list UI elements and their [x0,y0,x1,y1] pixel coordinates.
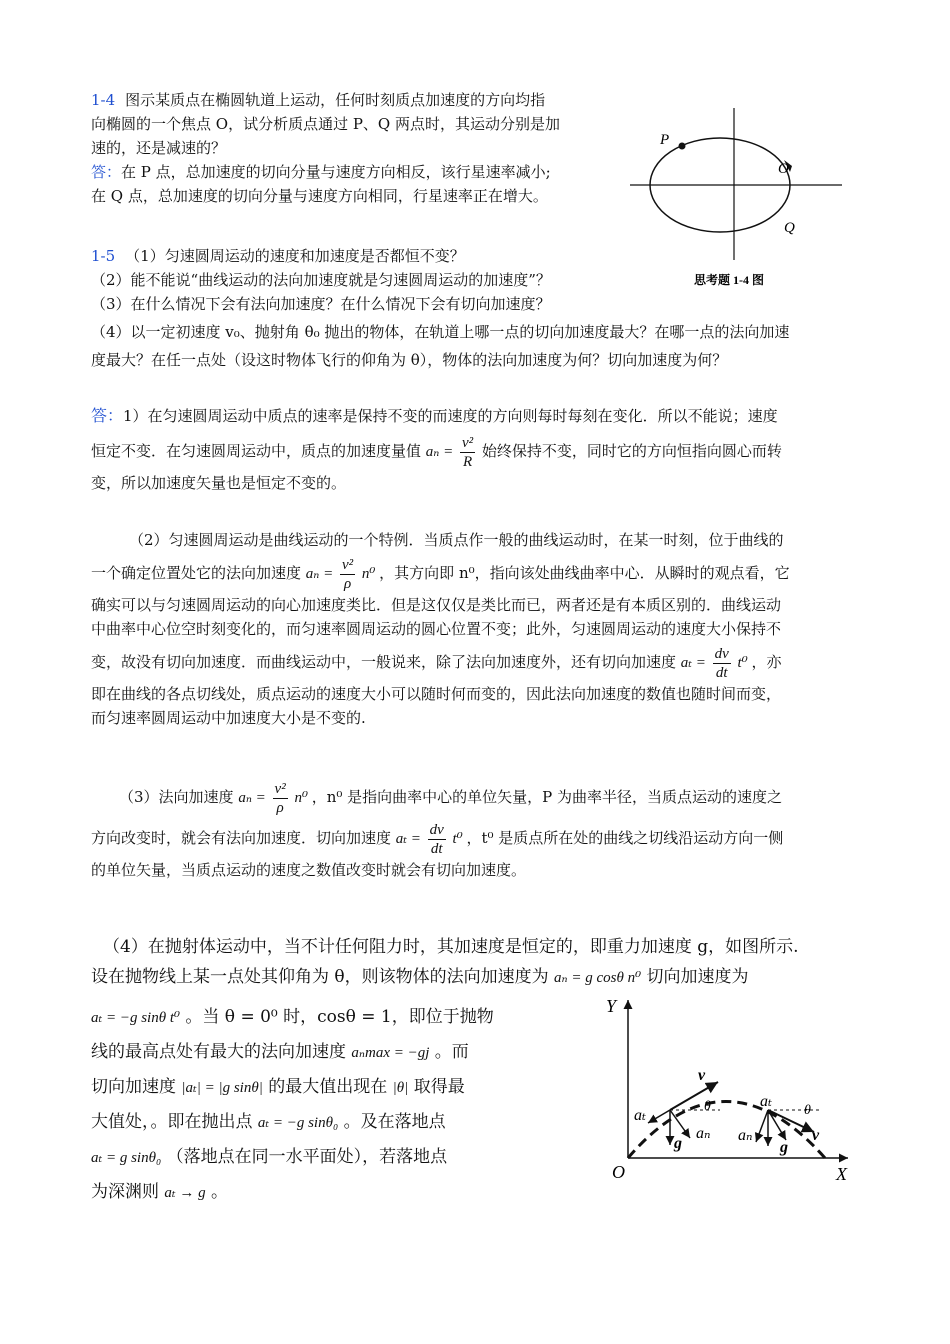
formula-denominator: ρ [343,576,352,592]
answer-text-line: 的最大值出现在 [268,1077,388,1097]
question-number: 1-4 [91,91,116,109]
formula-lhs: aₜ = [680,654,706,671]
formula-lhs: aₙ = [238,789,266,806]
question-1-4 [91,88,611,208]
label-y: Y [606,996,617,1016]
question-text-line: （3）在什么情况下会有法向加速度？在什么情况下会有切向加速度？ [91,295,551,313]
formula-lhs: aₙ = [425,443,454,460]
question-text-line: （2）能不能说“曲线运动的法向加速度就是匀速圆周运动的加速度”？ [91,271,551,289]
question-text-line: 图示某质点在椭圆轨道上运动，任何时刻质点加速度的方向均指 [125,91,546,109]
formula-tail: t⁰ [737,654,748,671]
normal-accel-vector-2 [756,1110,768,1142]
label-at1: aₜ [634,1107,646,1124]
formula-tangent-accel [680,646,752,681]
label-theta1: θ [704,1099,711,1114]
formula-normal-accel [305,557,379,592]
formula-tail: n⁰ [294,789,308,806]
answer-label: 答： [91,163,122,181]
formula-denominator: R [462,454,473,470]
formula-numerator: v² [274,781,286,797]
label-origin: O [612,1162,625,1182]
label-g2: g [780,1139,788,1156]
question-text-line: （1）匀速圆周运动的速度和加速度是否都恒不变？ [125,247,465,265]
answer-text-line: 即在曲线的各点切线处，质点运动的速度大小可以随时何而变的，因此法向加速度的数值也随时间而变， [91,685,782,703]
answer-text-line: （落地点在同一水平面处），若落地点 [166,1147,448,1167]
formula-tail: n⁰ [361,565,376,582]
answer-text-line: ，n⁰ 是指向曲率中心的单位矢量，P 为曲率半径，当质点运动的速度之 [311,787,783,806]
formula-inline: aₜ = g sinθ₀ [91,1150,162,1166]
label-g1: g [674,1135,682,1152]
answer-text-line: 。及在落地点 [343,1112,446,1132]
answer-text-line: 在 P 点，总加速度的切向分量与速度方向相反，该行星速率减小; [121,163,551,181]
formula-inline: aₙ = g cosθ n⁰ [554,970,642,986]
answer-text-line: ，亦 [751,652,782,671]
label-at2: aₜ [760,1093,772,1110]
answer-text-line: 为深渊则 [91,1182,159,1202]
answer-label: 答： [91,406,124,425]
answer-text-line: 线的最高点处有最大的法向加速度 [91,1042,346,1062]
answer-text-line: 一个确定位置处它的法向加速度 [91,563,302,582]
formula-inline: |θ| [392,1080,409,1096]
formula-inline: aₜ → g [164,1185,206,1201]
label-q: Q [784,220,795,236]
answer-text-line: （2）匀速圆周运动是曲线运动的一个特例．当质点作一般的曲线运动时，在某一时刻，位于曲线的 [129,531,784,549]
formula-numerator: v² [342,557,354,573]
answer-text-line: 方向改变时，就会有法向加速度．切向加速度 [91,828,392,847]
answer-text-line: 切向加速度为 [646,967,749,987]
answer-text-line: 。而 [434,1042,469,1062]
answer-text-line: 在 Q 点，总加速度的切向分量与速度方向相同，行星速率正在增大。 [91,187,548,205]
answer-text-line: 确实可以与匀速圆周运动的向心加速度类比．但是这仅仅是类比而已，两者还是有本质区别的．曲线运动 [91,596,782,614]
answer-text-line: （3）法向加速度 [119,787,234,806]
answer-part-1 [91,404,871,495]
formula-tangent-accel [395,822,467,857]
question-number: 1-5 [91,247,116,265]
formula-numerator: v² [462,435,474,451]
answer-text-line: 的单位矢量，当质点运动的速度之数值改变时就会有切向加速度。 [91,861,527,879]
formula-lhs: aₜ = [395,830,421,847]
formula-inline: aₜ = −g sinθ t⁰ [91,1010,180,1026]
answer-text-line: 设在抛物线上某一点处其仰角为 θ，则该物体的法向加速度为 [91,967,549,987]
question-text-line: 速的，还是减速的？ [91,139,227,157]
label-x: X [836,1164,847,1184]
formula-numerator: dv [429,822,444,838]
point-p-marker [679,143,686,150]
formula-numerator: dv [714,646,729,662]
label-v1: v [698,1067,706,1084]
formula-an-v2-over-r [425,435,482,470]
formula-inline: |aₜ| = |g sinθ| [181,1080,263,1096]
projectile-figure [600,990,870,1190]
question-text-line: 度最大？在任一点处（设这时物体飞行的仰角为 θ），物体的法向加速度为何？切向加速度为何？ [91,351,728,369]
answer-text-line: 。当 θ = 0⁰ 时，cosθ = 1，即位于抛物 [185,1007,494,1027]
label-an1: aₙ [696,1125,711,1142]
answer-text-line: 而匀速率圆周运动中加速度大小是不变的. [91,709,366,727]
formula-denominator: dt [430,841,443,857]
answer-part-2 [91,528,871,730]
answer-text-line: ，其方向即 n⁰，指向该处曲线曲率中心．从瞬时的观点看，它 [379,563,790,582]
formula-inline: aₙmax = −gj [351,1045,430,1061]
answer-part-4-left-column [91,1002,531,1208]
formula-tail: t⁰ [452,830,463,847]
formula-normal-accel [238,781,311,816]
answer-text-line: ，t⁰ 是质点所在处的曲线之切线沿运动方向一侧 [466,828,784,847]
answer-text-line: 恒定不变．在匀速圆周运动中，质点的加速度量值 [91,441,422,460]
answer-part-3 [91,780,871,882]
answer-text-line: 。 [211,1182,229,1202]
label-o: O [778,161,789,177]
answer-text-line: 变，所以加速度矢量也是恒定不变的。 [91,474,347,492]
answer-text-line: 切向加速度 [91,1077,176,1097]
figure-caption: 思考题 1-4 图 [694,273,764,287]
label-an2: aₙ [738,1127,753,1144]
formula-inline: aₜ = −g sinθ₀ [257,1115,339,1131]
answer-part-4 [91,932,881,993]
answer-text-line: 始终保持不变，同时它的方向恒指向圆心而转 [481,441,782,460]
answer-text-line: 中曲率中心位空时刻变化的，而匀速率圆周运动的圆心位置不变；此外，匀速圆周运动的速度大小保持不 [91,620,782,638]
answer-text-line: （4）在抛射体运动中，当不计任何阻力时，其加速度是恒定的，即重力加速度 g，如图所示. [103,937,799,957]
trajectory-curve [628,1102,825,1159]
label-v2: v [812,1127,820,1144]
formula-denominator: ρ [276,800,284,816]
formula-denominator: dt [715,665,728,681]
answer-text-line: 大值处，。即在抛出点 [91,1112,253,1132]
label-p: P [660,132,670,148]
label-theta2: θ [804,1103,811,1118]
answer-text-line: 1）在匀速圆周运动中质点的速率是保持不变的而速度的方向则每时每刻在变化．所以不能说；速度 [123,407,778,425]
answer-text-line: 变，故没有切向加速度．而曲线运动中，一般说来，除了法向加速度外，还有切向加速度 [91,652,677,671]
answer-text-line: 取得最 [413,1077,465,1097]
question-text-line: （4）以一定初速度 v₀、抛射角 θ₀ 抛出的物体，在轨道上哪一点的切向加速度最大？在哪一点的法向加速 [91,323,790,341]
formula-lhs: aₙ = [305,565,334,582]
question-1-5 [91,244,871,372]
question-text-line: 向椭圆的一个焦点 O，试分析质点通过 P、Q 两点时，其运动分别是加 [91,115,560,133]
